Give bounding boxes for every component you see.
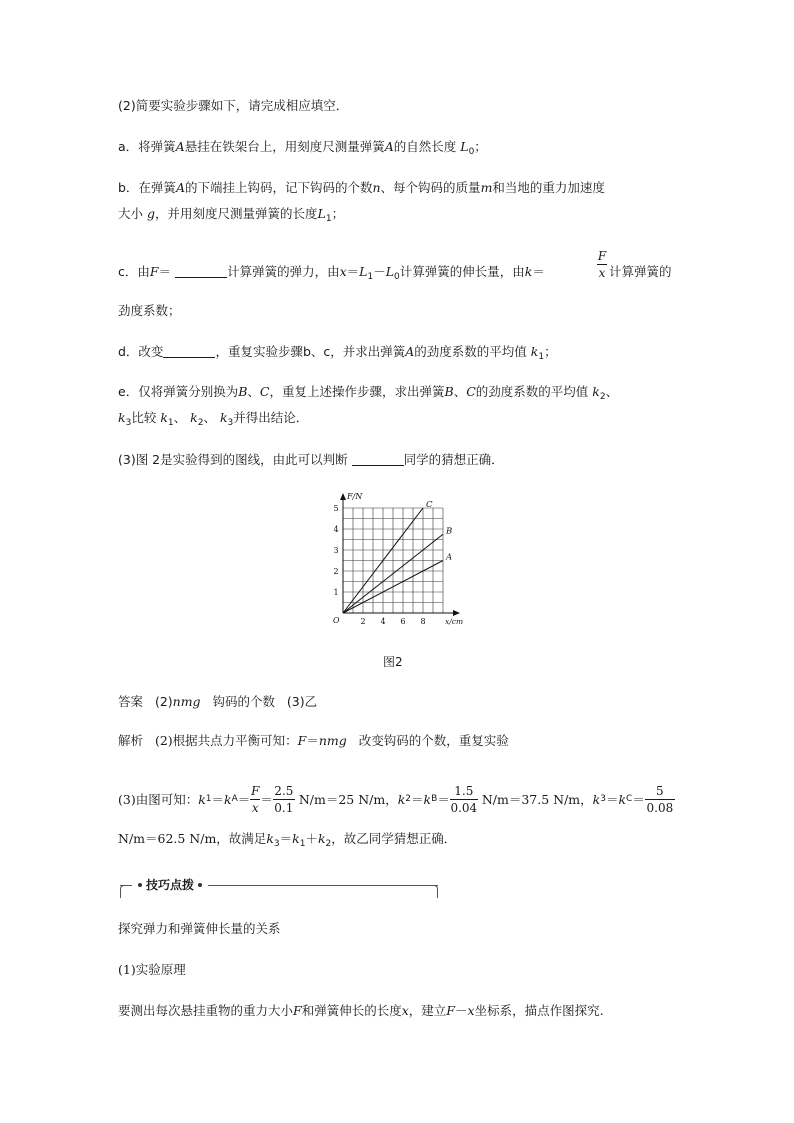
blank-force[interactable] xyxy=(175,265,227,278)
y-tick-label: 3 xyxy=(333,546,339,555)
x-tick-label: 4 xyxy=(380,617,386,626)
y-tick-label: 4 xyxy=(333,525,339,534)
y-tick-label: 2 xyxy=(333,567,339,576)
step-b-line1: b．在弹簧A的下端挂上钩码，记下钩码的个数n、每个钩码的质量m和当地的重力加速度 xyxy=(118,180,605,195)
blank-change[interactable] xyxy=(163,345,215,358)
analysis-label: 解析 xyxy=(118,733,144,748)
fraction-kA: $\frac{2.5}{0.1}$ xyxy=(274,783,294,815)
analysis-line3: N/m＝62.5 N/m，故满足$k_3=k_1+k_2$，故乙同学猜想正确． xyxy=(118,831,457,849)
blank-student[interactable] xyxy=(352,453,404,466)
fraction-kC: $\frac{5}{0.08}$ xyxy=(646,783,674,815)
step-c-line1: c．由F＝ 计算弹簧的弹力，由$x=L_1-L_0$计算弹簧的伸长量，由k＝ xyxy=(118,264,545,282)
figure-caption: 图2 xyxy=(383,655,403,669)
tips-header xyxy=(120,874,438,896)
series-label-C: C xyxy=(426,500,433,510)
step-b-line2: 大小 g，并用刻度尺测量弹簧的长度$L_1$； xyxy=(118,206,345,224)
analysis-line2: (3)由图可知： k 1 ＝ k A ＝ $\frac{F}{x}$ ＝ $\frac{2.5}{0.1}$ N/m＝25 N/m， k 2 ＝ k B ＝ $\frac{1.5}{0.04}$ N/m＝37.5 N/m， k 3 ＝ k C ＝ $\frac{5}{0.08}$ xyxy=(118,783,674,815)
series-label-B: B xyxy=(446,526,453,537)
step-e-line2: $k_3$比较 $k_1$、 $k_2$、 $k_3$并得出结论． xyxy=(118,410,309,428)
k-fraction: F x xyxy=(597,249,607,280)
tips-body: 要测出每次悬挂重物的重力大小F和弹簧伸长的长度x，建立F－x坐标系，描点作图探究. xyxy=(118,1003,604,1018)
step-d: d．改变 ，重复实验步骤b、c，并求出弹簧A的劲度系数的平均值 $k_1$； xyxy=(118,344,557,362)
x-axis-label: x/cm xyxy=(445,617,464,626)
tips-subheading: (1)实验原理 xyxy=(118,962,186,977)
fraction-F-over-x: $\frac{F}{x}$ xyxy=(251,783,260,815)
x-tick-label: 2 xyxy=(360,617,366,626)
part2-intro: (2)简要实验步骤如下，请完成相应填空． xyxy=(118,98,349,113)
bullet-icon xyxy=(138,883,142,887)
tips-label: 技巧点拨 xyxy=(146,878,195,892)
answer-line: 答案 (2)nmg 钩码的个数 (3)乙 xyxy=(118,694,318,709)
tips-title: 探究弹力和弹簧伸长量的关系 xyxy=(118,921,281,936)
y-axis-label: F/N xyxy=(347,492,363,501)
series-label-A: A xyxy=(446,552,453,563)
step-c-line2: 劲度系数； xyxy=(118,303,181,318)
y-tick-label: 1 xyxy=(333,588,339,597)
y-tick-label: 5 xyxy=(333,504,339,513)
analysis-line1: 解析 (2)根据共点力平衡可知：F＝nmg 改变钩码的个数，重复实验 xyxy=(118,733,509,748)
step-a: a．将弹簧A悬挂在铁架台上，用刻度尺测量弹簧A的自然长度 $L_0$； xyxy=(118,139,487,157)
step-e-line1: e．仅将弹簧分别换为B、C，重复上述操作步骤，求出弹簧B、C的劲度系数的平均值 $k_2$、 xyxy=(118,384,619,402)
step-c-tail: 计算弹簧的 xyxy=(609,264,672,279)
x-axis-arrow xyxy=(453,610,460,616)
origin-label: O xyxy=(333,616,340,625)
y-axis-arrow xyxy=(340,493,346,500)
answer-label: 答案 xyxy=(118,694,144,709)
x-tick-label: 6 xyxy=(400,617,406,626)
bullet-icon xyxy=(198,883,202,887)
part3-question: (3)图 2是实验得到的图线，由此可以判断 同学的猜想正确． xyxy=(118,452,504,467)
x-tick-label: 8 xyxy=(420,617,426,626)
force-extension-chart xyxy=(325,490,475,628)
fraction-kB: $\frac{1.5}{0.04}$ xyxy=(450,783,478,815)
